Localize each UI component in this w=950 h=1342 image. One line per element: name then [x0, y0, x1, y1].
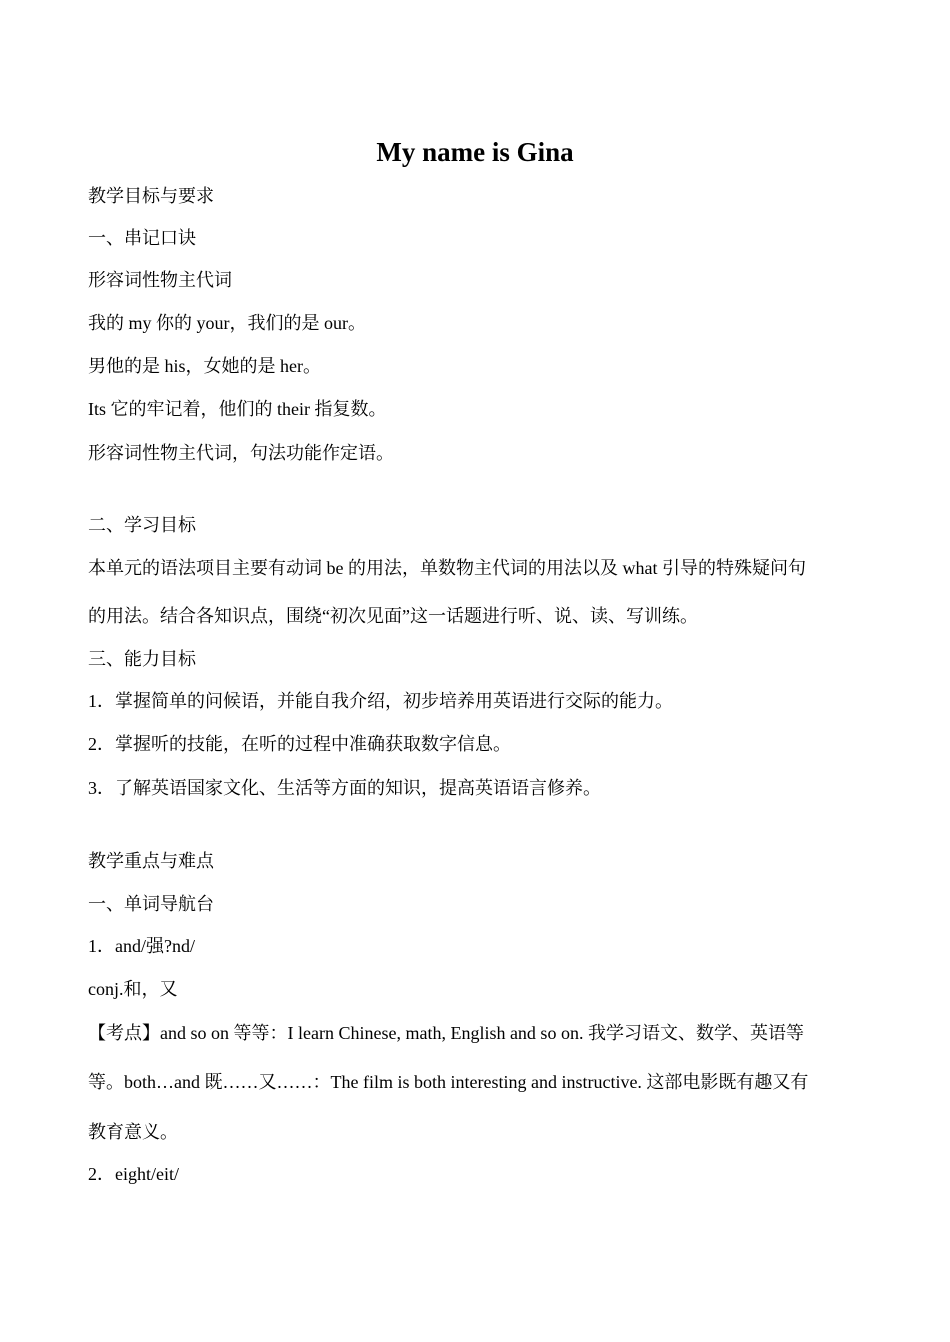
text-line: Its 它的牢记着，他们的 their 指复数。	[88, 399, 387, 419]
text-line: 形容词性物主代词，句法功能作定语。	[88, 443, 394, 463]
vocab-entry: 2．eight/eit/	[88, 1164, 179, 1184]
paragraph-line: 等。both…and 既……又……：The film is both interesting and instructive. 这部电影既有趣又有	[88, 1072, 809, 1092]
document-title: My name is Gina	[376, 137, 574, 167]
subheading-learning-goals: 二、学习目标	[88, 515, 196, 535]
subheading-ability-goals: 三、能力目标	[88, 649, 196, 669]
list-item: 1．掌握简单的问候语，并能自我介绍，初步培养用英语进行交际的能力。	[88, 691, 673, 711]
list-item: 3．了解英语国家文化、生活等方面的知识，提高英语语言修养。	[88, 778, 601, 798]
vocab-definition: conj.和，又	[88, 979, 178, 999]
subheading-vocabulary: 一、单词导航台	[88, 894, 214, 914]
list-item: 2．掌握听的技能，在听的过程中准确获取数字信息。	[88, 734, 511, 754]
paragraph-line: 本单元的语法项目主要有动词 be 的用法，单数物主代词的用法以及 what 引导的特殊疑问句	[88, 558, 806, 578]
section-heading-key-points: 教学重点与难点	[88, 851, 214, 871]
subheading-mnemonic: 一、串记口诀	[88, 228, 196, 248]
paragraph-line: 教育意义。	[88, 1122, 178, 1142]
paragraph-line: 【考点】and so on 等等：I learn Chinese, math, English and so on. 我学习语文、数学、英语等	[88, 1023, 804, 1043]
section-heading-goals: 教学目标与要求	[88, 186, 214, 206]
text-line: 我的 my 你的 your，我们的是 our。	[88, 313, 366, 333]
paragraph-line: 的用法。结合各知识点，围绕“初次见面”这一话题进行听、说、读、写训练。	[88, 606, 698, 626]
text-line: 形容词性物主代词	[88, 270, 232, 290]
vocab-entry: 1．and/强?nd/	[88, 936, 195, 956]
text-line: 男他的是 his，女她的是 her。	[88, 356, 321, 376]
